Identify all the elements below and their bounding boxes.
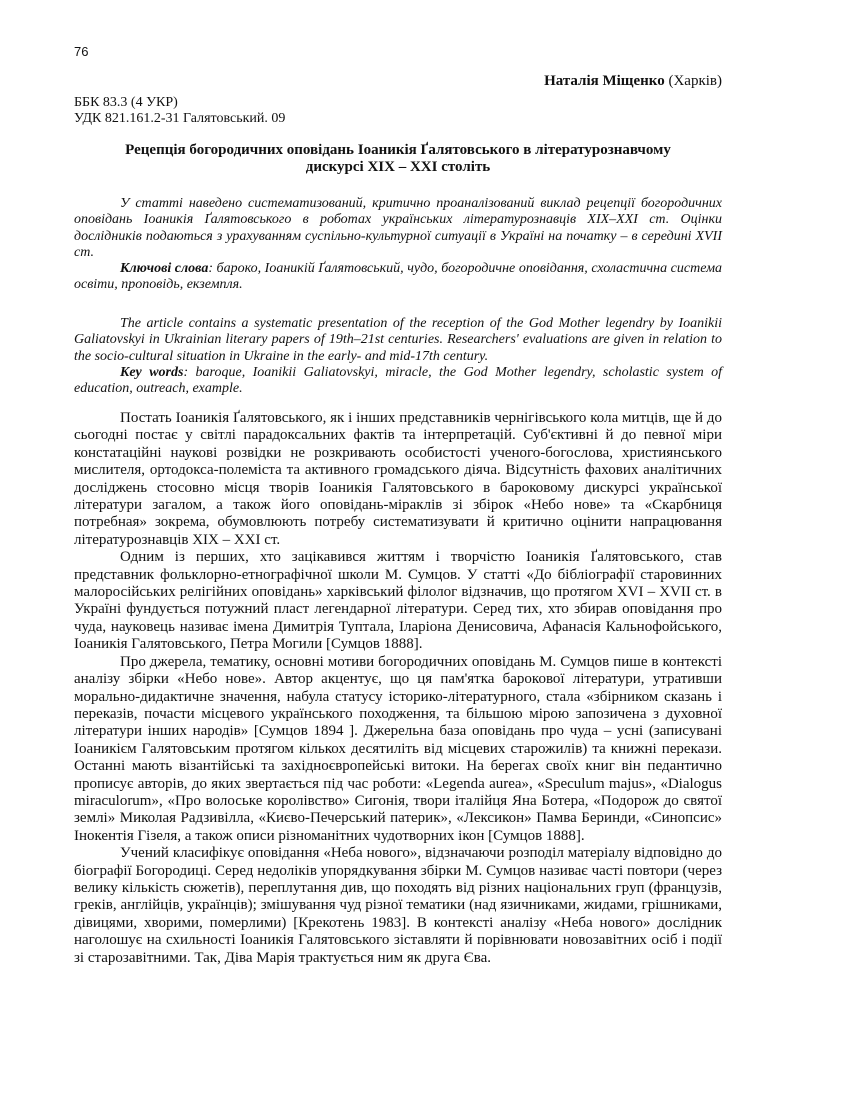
article-body <box>74 410 722 967</box>
author-name: Наталія Міщенко <box>544 73 665 89</box>
body-paragraph: Постать Іоаникія Ґалятовського, як і інших представників чернігівського кола митців, ще й до сьогодні постає у світлі парадоксальних фактів та інтерпретацій. Суб'єктивні й до певної міри констатаційні наукові розвідки не розкривають особистості ученого-богослова, християнського мислителя, ортодокса-полеміста та активного громадського діяча. Відсутність фахових аналітичних досліджень стосовно місця творів Іоаникія Галятовського в бароковому дискурсі української літератури загалом, а також його оповідань-міраклів зі збірок «Небо нове» та «Скарбниця потребная» зокрема, обумовлюють потребу систематизувати й критично оцінити напрацювання літературознавців ХІХ – ХХІ ст. <box>74 410 722 548</box>
abstract-english <box>74 316 722 397</box>
body-paragraph: Одним із перших, хто зацікавився життям і творчістю Іоаникія Ґалятовського, став представник фольклорно-етнографічної школи М. Сумцов. У статті «До бібліографії старовинних малоросійських релігійних оповідань» харківський філолог відзначив, що протягом XVI – XVII ст. в Україні фундується потужний пласт легендарної літератури. Серед тих, хто збирав оповідання про чуда, науковець називає імена Димитрія Туптала, Іларіона Денисовича, Афанасія Кальнофойського, Іоаникія Галятовського, Петра Могили [Сумцов 1888]. <box>74 549 722 653</box>
abstract-ukrainian <box>74 196 722 294</box>
keywords-list: : baroque, Ioanikii Galiatovskyi, miracle, the God Mother legendry, scholastic system of education, outreach, example. <box>74 364 723 397</box>
udk-code: УДК 821.161.2-31 Галятовський. 09 <box>74 111 286 126</box>
title-line: дискурсі ХІХ – ХХІ століть <box>305 159 491 175</box>
keywords-label: Key words <box>120 364 184 380</box>
keywords-paragraph <box>74 365 722 398</box>
body-paragraph: Учений класифікує оповідання «Неба нового», відзначаючи розподіл матеріалу відповідно до біографії Богородиці. Серед недоліків упорядкування збірки М. Сумцов називає часті повтори (через велику кількість сюжетів), переплутання див, що походять від різних національних груп (французів, греків, англійців, українців); змішування чуд різної тематики (над язичниками, жидами, грішниками, дівицями, хворими, померлими) [Крекотень 1983]. В контексті аналізу «Неба нового» дослідник наголошує на схильності Іоаникія Галятовського зіставляти й порівнювати новозавітних осіб і події зі старозавітними. Так, Діва Марія трактується ним як друга Єва. <box>74 845 722 966</box>
page-number: 76 <box>74 44 89 59</box>
abstract-text: У статті наведено систематизований, критично проаналізований виклад рецепції богородичних оповідань Іоаникія Ґалятовського в роботах українських літературознавців ХІХ–ХХІ ст. Оцінки дослідників подаються з урахуванням суспільно-культурної ситуації в Україні на початку – в середині XVII ст. <box>74 196 722 260</box>
body-paragraph: Про джерела, тематику, основні мотиви богородичних оповідань М. Сумцов пише в контексті аналізу збірки «Небо нове». Автор акцентує, що ця пам'ятка барокової літератури, утративши морально-дидактичне значення, набула статусу історико-літературного, стала «збірником сказань і переказів, почасти місцевого українського походження, та більшою мірою запозичена з духовної літератури інших народів» [Сумцов 1894 ]. Джерельна база оповідань про чуда – усні (записувані Іоаникієм Галятовським протягом кількох десятиліть від місцевих старожилів) та книжні перекази. Останні мають візантійські та західноєвропейські витоки. На берегах своїх книг він педантично прописує авторів, до яких звертається під час роботи: «Legenda aurea», «Speculum majus», «Dialogus miraculorum», «Про волоське королівство» Сигонія, твори італійця Яна Ботера, «Подорож до святої землі» Миколая Радзивілла, «Києво-Печерський патерик», «Лексикон» Памва Беринди, «Синопсис» Інокентія Гізеля, а також описи різноманітних чудотворних ікон [Сумцов 1888]. <box>74 653 722 844</box>
keywords-label: Ключові слова <box>120 261 209 277</box>
bbk-code: ББК 83.3 (4 УКР) <box>74 95 178 110</box>
abstract-text: The article contains a systematic presentation of the reception of the God Mother legendry by Ioanikii Galiatovskyi in Ukrainian literary papers of 19th–21st centuries. Researchers' evaluations are given in relation to the socio-cultural situation in Ukraine in the early- and mid-17th century. <box>74 316 722 364</box>
keywords-list: : бароко, Іоаникій Ґалятовський, чудо, богородичне оповідання, схоластична система освіти, проповідь, екземпля. <box>74 261 723 293</box>
author-line <box>544 73 722 90</box>
title-line: Рецепція богородичних оповідань Іоаникія Ґалятовського в літературознавчому <box>125 142 671 158</box>
classification-codes <box>74 95 285 127</box>
article-title <box>74 142 722 176</box>
author-city: (Харків) <box>668 73 722 89</box>
keywords-paragraph <box>74 261 722 294</box>
